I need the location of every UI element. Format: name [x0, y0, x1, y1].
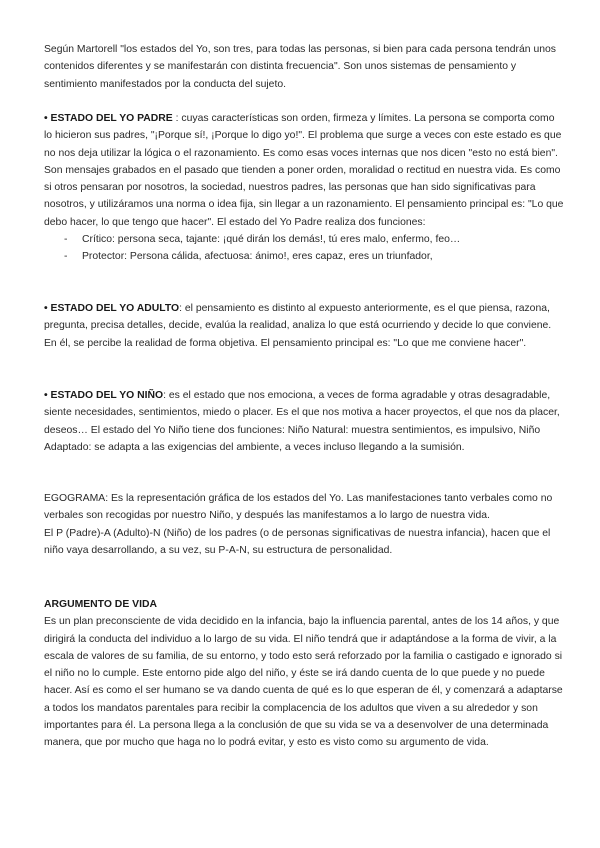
intro-section	[44, 41, 564, 93]
nino-paragraph	[44, 387, 564, 456]
padre-text: : cuyas características son orden, firmeza y límites. La persona se comporta como lo hicieron sus padres, "¡Porque sí!, ¡Porque lo digo yo!". El problema que surge a veces con este estado es que no nos deja utilizar la lógica o el razonamiento. Es como esas voces internas que nos dicen "esto no está bien". Son mensajes grabados en el pasado que tienden a poner orden, moralidad o rectitud en nuestra vida. Es como si otros pensaran por nosotros, la sociedad, nuestros padres, las personas que han sido significativas para nosotros, y utilizáramos una norma o idea fija, sin llegar a un razonamiento. El pensamiento principal es: "Lo que debo hacer, lo que tengo que hacer". El estado del Yo Padre realiza dos funciones:	[44, 113, 564, 228]
nino-text: : es el estado que nos emociona, a veces de forma agradable y otras desagradable, siente necesidades, sentimientos, miedo o placer. Es el que nos motiva a hacer proyectos, el que nos da placer, deseos… El estado del Yo Niño tiene dos funciones: Niño Natural: muestra sentimientos, es impulsivo, Niño Adaptado: se adapta a las exigencias del ambiente, a veces incluso llegando a la sumisión.	[44, 390, 560, 453]
adulto-paragraph	[44, 300, 564, 352]
padre-section	[44, 110, 564, 266]
argumento-paragraph: Es un plan preconsciente de vida decidido en la infancia, bajo la influencia parental, antes de los 14 años, y que dirigirá la conducta del individuo a lo largo de su vida. El niño tendrá que ir adaptándose a la forma de vivir, a la escala de valores de su familia, de su entorno, y todo esto será reforzado por la familia o castigado e ignorado si el niño no lo cumple. Este entorno pide algo del niño, y éste se irá dando cuenta de lo que puede y no puede hacer. Así es como el ser humano se va dando cuenta de qué es lo que esperan de él, y comenzará a adaptarse a todos los mandatos parentales para recibir la complacencia de los adultos que viven a su alrededor y son importantes para él. La persona llega a la conclusión de que su vida se va a desenvolver de una determinada manera, que por mucho que haga no lo podrá evitar, y esto es visto como su argumento de vida.	[44, 616, 563, 749]
egograma-section	[44, 490, 564, 559]
argumento-section	[44, 596, 564, 752]
padre-paragraph	[44, 110, 564, 231]
padre-title: ESTADO DEL YO PADRE	[50, 113, 173, 124]
egograma-paragraph-2: El P (Padre)-A (Adulto)-N (Niño) de los padres (o de personas significativas de nuestra infancia), hacen que el niño vaya desarrollando, a su vez, su P-A-N, su estructura de personalidad.	[44, 527, 551, 556]
argumento-title: ARGUMENTO DE VIDA	[44, 599, 157, 610]
nino-bullet: •	[44, 390, 48, 401]
adulto-text: : el pensamiento es distinto al expuesto anteriormente, es el que piensa, razona, pregunta, precisa detalles, decide, evalúa la realidad, analiza lo que está ocurriendo y decide lo que conviene. En él, se percibe la realidad de forma objetiva. El pensamiento principal es: "Lo que me conviene hacer".	[44, 303, 552, 349]
egograma-paragraph-1: EGOGRAMA: Es la representación gráfica de los estados del Yo. Las manifestaciones tanto verbales como no verbales son recogidas por nuestro Niño, y después las manifestamos a lo largo de nuestra vida.	[44, 493, 553, 522]
nino-section	[44, 387, 564, 456]
padre-bullet: •	[44, 113, 48, 124]
padre-functions-list	[44, 231, 564, 266]
intro-paragraph: Según Martorell "los estados del Yo, son tres, para todas las personas, si bien para cada persona tendrán unos contenidos diferentes y se manifestarán con distinta frecuencia". Son unos sistemas de pensamiento y sentimiento manifestados por la conducta del sujeto.	[44, 44, 556, 90]
list-item: - Crítico: persona seca, tajante: ¡qué dirán los demás!, tú eres malo, enfermo, feo…	[64, 231, 564, 248]
nino-title: ESTADO DEL YO NIÑO	[50, 390, 164, 401]
list-item: - Protector: Persona cálida, afectuosa: ánimo!, eres capaz, eres un triunfador,	[64, 248, 564, 265]
adulto-title: ESTADO DEL YO ADULTO	[50, 303, 180, 314]
adulto-section	[44, 300, 564, 352]
adulto-bullet: •	[44, 303, 48, 314]
